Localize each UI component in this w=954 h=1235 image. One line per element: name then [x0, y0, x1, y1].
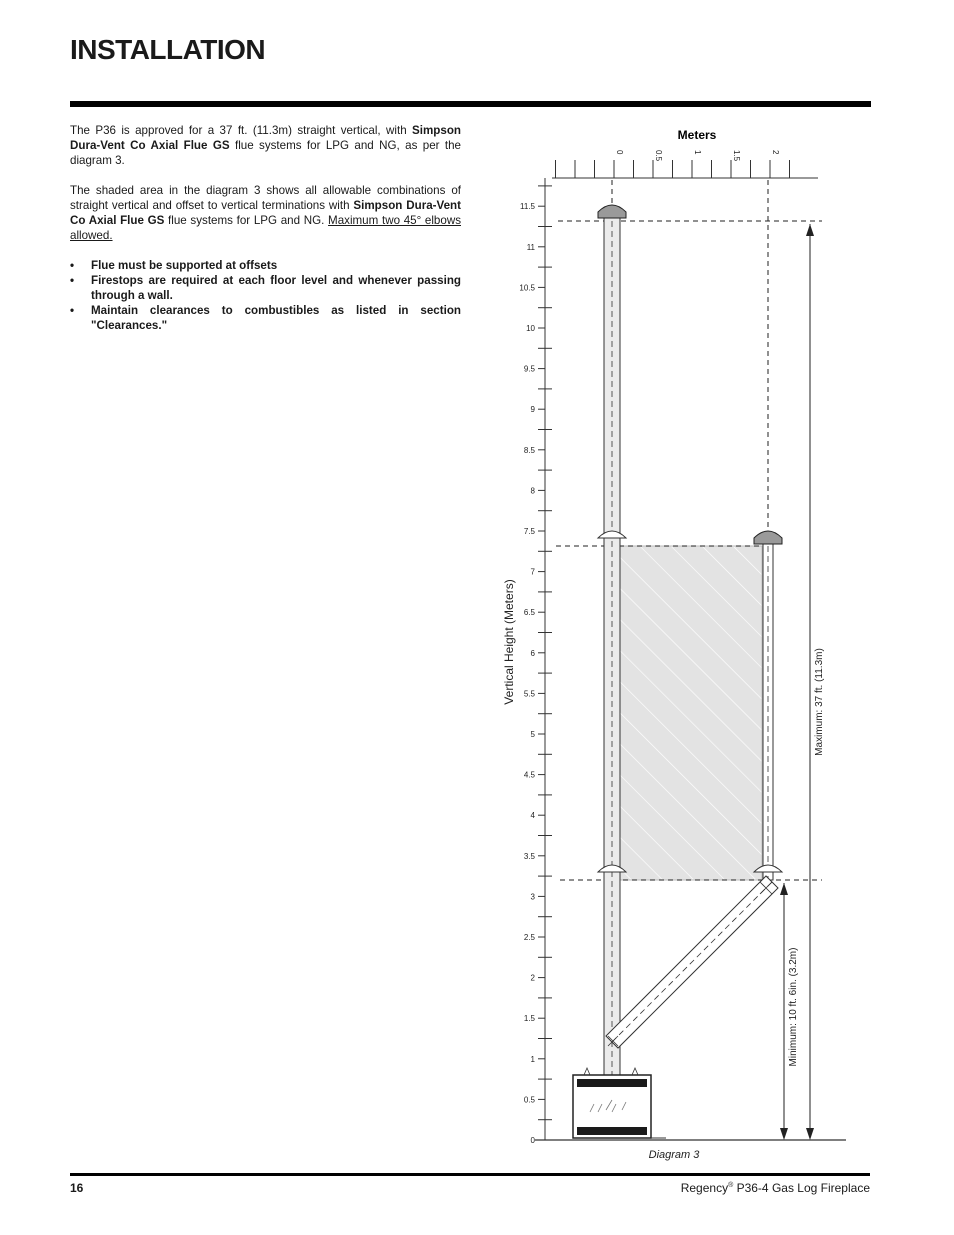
top-tick-label: 0.5 — [654, 150, 663, 162]
standoff-left — [584, 1068, 590, 1075]
top-tick-label: 0 — [615, 150, 624, 155]
fireplace-bottom-band — [577, 1127, 647, 1135]
left-tick-label: 4.5 — [523, 770, 535, 780]
max-arrow-bottom — [806, 1128, 814, 1140]
left-tick-label: 10 — [526, 324, 535, 333]
left-tick-label: 2 — [530, 973, 535, 983]
paragraph-approval — [70, 123, 461, 168]
left-tick-label: 8 — [530, 486, 535, 496]
termination-cap-offset — [754, 531, 782, 544]
left-tick-label: 2.5 — [523, 933, 535, 942]
bullet-marker: • — [70, 304, 75, 317]
left-tick-label: 4 — [530, 811, 535, 821]
p2-run-2: flue systems for LPG and NG. — [164, 214, 329, 227]
left-axis-labels — [519, 202, 535, 1145]
left-tick-label: 7.5 — [523, 527, 535, 536]
left-axis-title: Vertical Height (Meters) — [502, 579, 516, 705]
left-tick-label: 1 — [530, 1054, 535, 1064]
bullet-marker: • — [70, 259, 75, 272]
footer-rule — [70, 1173, 870, 1176]
left-tick-label: 0.5 — [523, 1095, 535, 1105]
min-arrow-top — [780, 883, 788, 895]
left-tick-label: 1.5 — [523, 1014, 535, 1024]
top-tick-label: 2 — [771, 150, 780, 155]
max-arrow-top — [806, 224, 814, 236]
left-tick-label: 5 — [530, 730, 535, 739]
diagram-caption: Diagram 3 — [648, 1149, 700, 1161]
left-tick-label: 3 — [530, 892, 535, 902]
page-title: INSTALLATION — [70, 34, 266, 65]
footer-brand: Regency — [680, 1181, 729, 1195]
bullet-marker: • — [70, 274, 75, 287]
list-item — [70, 273, 461, 303]
left-tick-label: 11.5 — [520, 202, 535, 212]
offset-45-centerline — [612, 882, 772, 1042]
list-item — [70, 258, 461, 273]
fireplace-top-band — [577, 1079, 647, 1087]
min-arrow-bottom — [780, 1128, 788, 1140]
p2-run-3: Maximum two 45° elbows allowed. — [70, 214, 461, 242]
left-tick-label: 6 — [530, 648, 535, 658]
page-number: 16 — [70, 1181, 84, 1195]
standoff-right — [632, 1068, 638, 1075]
requirements-list — [70, 258, 461, 333]
left-tick-label: 8.5 — [523, 445, 535, 455]
left-tick-label: 9.5 — [523, 364, 535, 374]
list-item-text: Firestops are required at each floor level and whenever passing through a wall. — [91, 274, 461, 302]
min-dimension-label: Minimum: 10 ft. 6in. (3.2m) — [788, 947, 799, 1067]
header-rule — [70, 101, 871, 107]
left-tick-label: 9 — [530, 405, 535, 415]
footer-product — [681, 1181, 870, 1195]
top-axis — [556, 160, 790, 178]
top-tick-label: 1 — [693, 150, 702, 155]
max-dimension-label: Maximum: 37 ft. (11.3m) — [814, 648, 825, 756]
firestop-upper-left — [598, 531, 626, 538]
p2-run-0: The shaded area in the diagram 3 shows all allowable combinations of straight vertical and offset to vertical terminations with — [70, 184, 461, 212]
list-item — [70, 303, 461, 333]
paragraph-shaded-area — [70, 183, 461, 243]
p1-run-2: flue systems for LPG and NG, as per the diagram 3. — [70, 139, 461, 167]
p2-run-1: Simpson Dura-Vent Co Axial Flue GS — [70, 199, 461, 227]
venting-diagram — [490, 120, 860, 1168]
left-tick-label: 7 — [530, 567, 535, 577]
left-tick-label: 3.5 — [523, 851, 535, 861]
top-axis-labels — [615, 150, 780, 162]
termination-cap-vertical — [598, 205, 626, 218]
left-tick-label: 0 — [530, 1136, 535, 1145]
registered-mark: ® — [728, 1182, 734, 1189]
left-tick-label: 11 — [526, 242, 535, 252]
list-item-text: Flue must be supported at offsets — [91, 259, 278, 272]
top-axis-title: Meters — [677, 128, 717, 142]
body-text — [70, 123, 461, 333]
top-tick-label: 1.5 — [732, 150, 741, 162]
left-tick-label: 10.5 — [519, 283, 535, 293]
list-item-text: Maintain clearances to combustibles as listed in section "Clearances." — [91, 304, 461, 332]
p1-run-0: The P36 is approved for a 37 ft. (11.3m) straight vertical, with — [70, 124, 413, 137]
p1-run-1: Simpson Dura-Vent Co Axial Flue GS — [70, 124, 461, 152]
left-tick-label: 5.5 — [523, 689, 535, 699]
left-tick-label: 6.5 — [523, 608, 535, 618]
allowable-area — [620, 546, 762, 880]
footer-product-name: P36-4 Gas Log Fireplace — [733, 1181, 870, 1195]
